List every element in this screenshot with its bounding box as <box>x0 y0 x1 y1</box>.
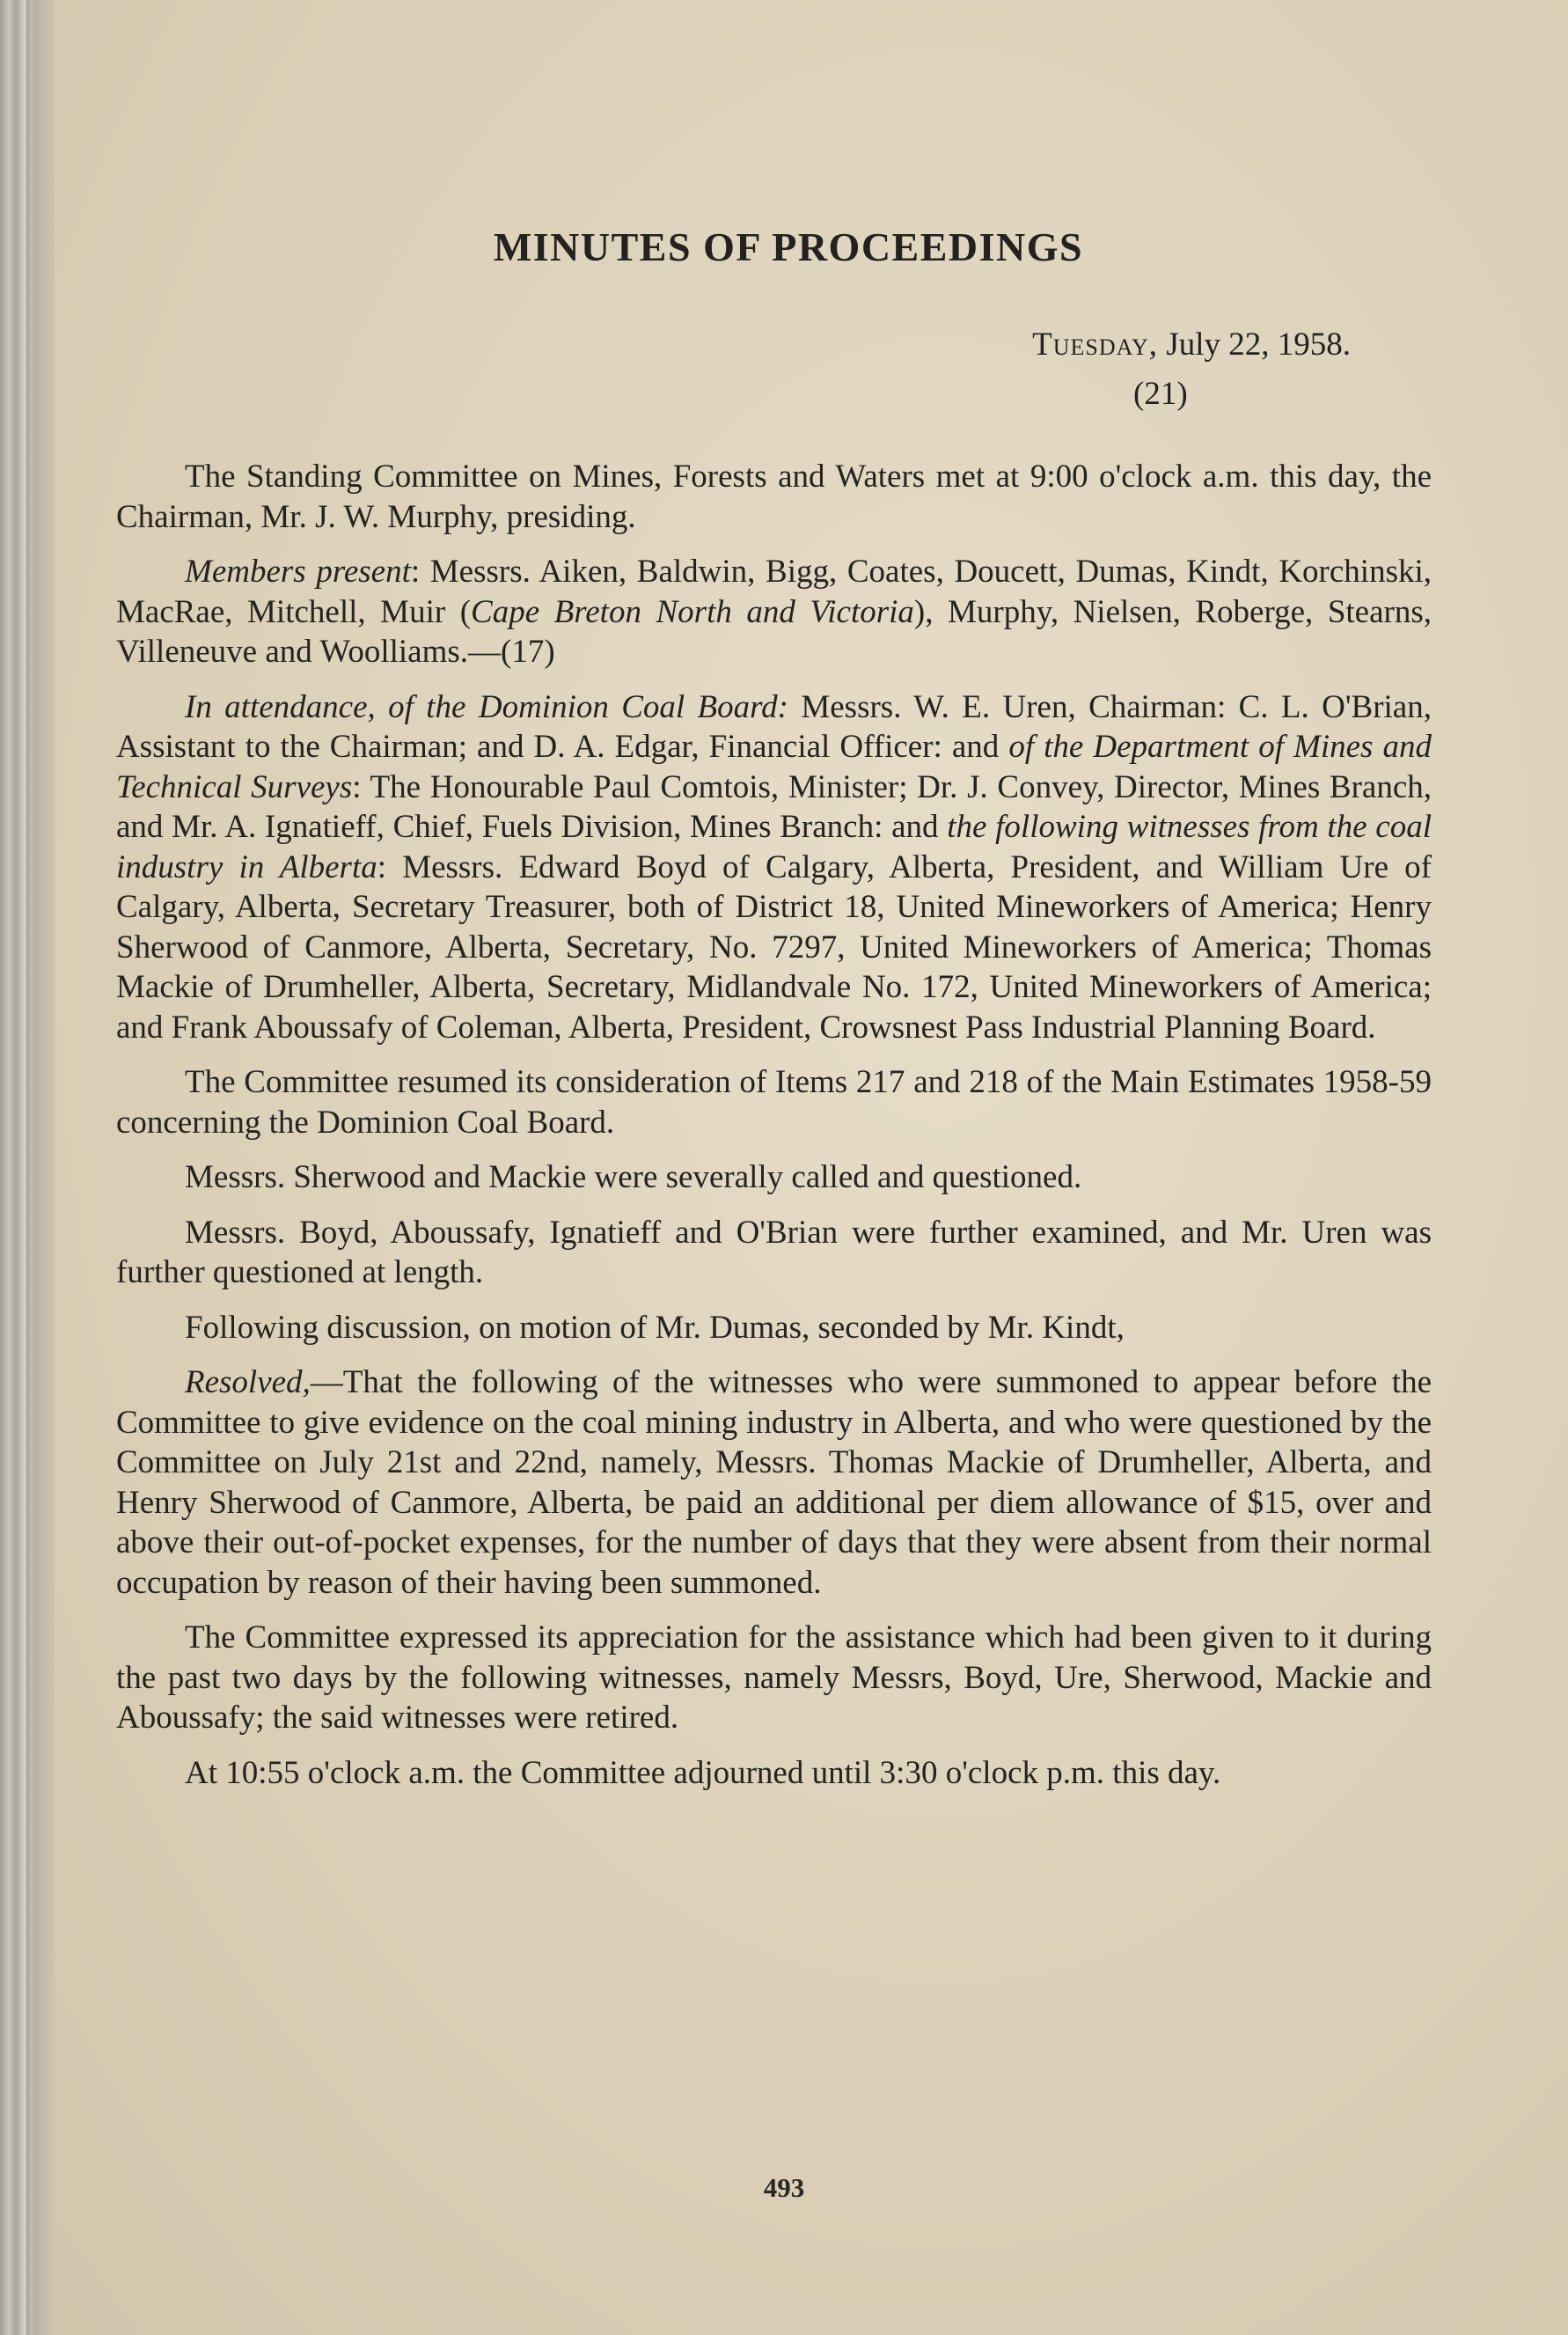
paragraph-appreciation: The Committee expressed its appreciation for the assistance which had been given to it during the past two days by the following witnesses, namely Messrs, Boyd, Ure, Sherwood, Mackie and Aboussafy; the said witnesses were retired. <box>116 1619 1432 1736</box>
minutes-body <box>116 457 1432 1808</box>
paragraph-in-attendance <box>116 687 1432 1048</box>
paragraph-members-present <box>116 552 1432 672</box>
riding-name: Cape Breton North and Victoria <box>471 593 914 630</box>
meeting-date <box>1032 326 1351 363</box>
meeting-day: Tuesday, <box>1032 327 1159 363</box>
attendance-part3: : Messrs. Edward Boyd of Calgary, Alberta, President, and William Ure of Calgary, Alberta, Secretary Treasurer, both of District 18, United Mineworkers of America; Henry Sherwood of Canmore, Alberta, Secretary, No. 7297, United Mineworkers of America; Thomas Mackie of Drumheller, Alberta, Secretary, Midlandvale No. 172, United Mineworkers of America; and Frank Aboussafy of Coleman, Alberta, President, Crowsnest Pass Industrial Planning Board. <box>116 848 1432 1046</box>
in-attendance-label: In attendance, of the Dominion Coal Board: <box>185 688 788 725</box>
page-number: 493 <box>763 2172 805 2203</box>
members-list-part2: ), Murphy, Nielsen, Roberge, Stearns, Villeneuve and Woolliams.—(17) <box>116 593 1432 670</box>
members-list-part1: : Messrs. Aiken, Baldwin, Bigg, Coates, Doucett, Dumas, Kindt, Korchinski, MacRae, Mitchell, Muir ( <box>116 554 1432 630</box>
paragraph-witnesses-called: Messrs. Sherwood and Mackie were severally called and questioned. <box>185 1159 1082 1195</box>
sitting-number: (21) <box>1133 376 1188 412</box>
paragraph-estimates: The Committee resumed its consideration of Items 217 and 218 of the Main Estimates 1958-59 concerning the Dominion Coal Board. <box>116 1064 1432 1141</box>
witnesses-label: the following witnesses from the coal industry in Alberta <box>116 809 1432 885</box>
paragraph-witnesses-examined: Messrs. Boyd, Aboussafy, Ignatieff and O'Brian were further examined, and Mr. Uren was further questioned at length. <box>116 1214 1432 1290</box>
page-title: MINUTES OF PROCEEDINGS <box>493 224 1084 269</box>
resolved-label: Resolved, <box>185 1364 311 1400</box>
spine-shadow <box>26 0 32 2335</box>
paragraph-adjournment: At 10:55 o'clock a.m. the Committee adjourned until 3:30 o'clock p.m. this day. <box>185 1754 1221 1791</box>
paragraph-motion: Following discussion, on motion of Mr. Dumas, seconded by Mr. Kindt, <box>185 1309 1125 1346</box>
department-label: of the Department of Mines and Technical Surveys <box>116 729 1432 805</box>
paragraph-meeting-opened: The Standing Committee on Mines, Forests and Waters met at 9:00 o'clock a.m. this day, the Chairman, Mr. J. W. Murphy, presiding. <box>116 459 1432 535</box>
meeting-date-rest: July 22, 1958. <box>1158 327 1351 363</box>
attendance-part2: : The Honourable Paul Comtois, Minister; Dr. J. Convey, Director, Mines Branch, and Mr. A. Ignatieff, Chief, Fuels Division, Mines Branch: and <box>116 768 1432 845</box>
paragraph-resolution <box>116 1362 1432 1603</box>
members-present-label: Members present <box>185 554 411 590</box>
resolution-text: —That the following of the witnesses who were summoned to appear before the Committee to give evidence on the coal mining industry in Alberta, and who were questioned by the Committee on July 21st and 22nd, namely, Messrs. Thomas Mackie of Drumheller, Alberta, and Henry Sherwood of Canmore, Alberta, be paid an additional per diem allowance of $15, over and above their out-of-pocket expenses, for the number of days that they were absent from their normal occupation by reason of their having been summoned. <box>116 1364 1432 1601</box>
attendance-part1: Messrs. W. E. Uren, Chairman: C. L. O'Brian, Assistant to the Chairman; and D. A. Edgar, Financial Officer: and <box>116 688 1432 765</box>
